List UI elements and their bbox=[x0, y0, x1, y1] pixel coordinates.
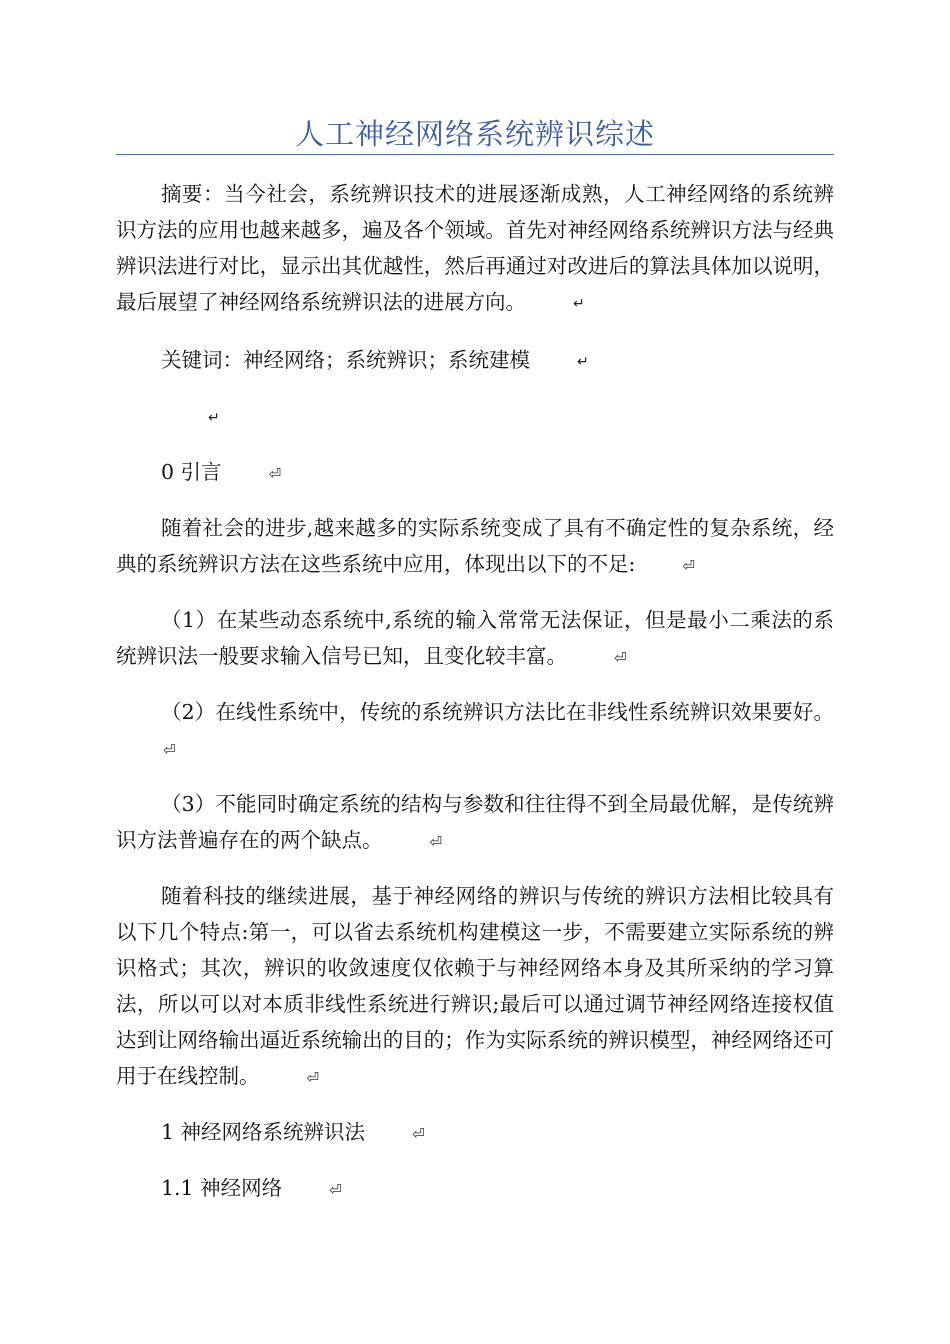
document-body bbox=[116, 176, 834, 1208]
section-heading-text-1-1: 1.1 神经网络 bbox=[161, 1176, 283, 1200]
intro-heading-text: 0 引言 bbox=[161, 460, 222, 484]
return-mark-icon: ⏎ bbox=[268, 465, 282, 483]
return-mark-icon: ⏎ bbox=[614, 649, 627, 667]
paragraph-mark-icon: ↵ bbox=[577, 354, 589, 370]
point-text-1: （1）在某些动态系统中,系统的输入常常无法保证，但是最小二乘法的系统辨识法一般要求输入信号已知，且变化较丰富。 bbox=[116, 608, 834, 668]
return-mark-icon: ⏎ bbox=[329, 1181, 342, 1199]
abstract-paragraph bbox=[116, 176, 834, 322]
paragraph-mark-icon: ↵ bbox=[208, 410, 220, 426]
return-mark-icon: ⏎ bbox=[306, 1069, 320, 1087]
title-underline bbox=[116, 154, 834, 155]
return-mark-icon: ⏎ bbox=[163, 741, 176, 759]
abstract-text: 摘要：当今社会，系统辨识技术的进展逐渐成熟，人工神经网络的系统辨识方法的应用也越来越多，遍及各个领域。首先对神经网络系统辨识方法与经典辨识法进行对比，显示出其优越性，然后再通过对改进后的算法具体加以说明，最后展望了神经网络系统辨识法的进展方向。 bbox=[116, 182, 834, 314]
keywords-text: 关键词：神经网络；系统辨识；系统建模 bbox=[161, 348, 530, 372]
return-mark-icon: ⏎ bbox=[429, 833, 443, 851]
return-mark-icon: ⏎ bbox=[412, 1125, 425, 1143]
point-text-2: （2）在线性系统中，传统的系统辨识方法比在非线性系统辨识效果要好。 bbox=[161, 700, 834, 724]
return-mark-icon: ⏎ bbox=[682, 557, 695, 575]
paragraph-mark-icon: ↵ bbox=[573, 296, 585, 312]
point-text-3: （3）不能同时确定系统的结构与参数和往往得不到全局最优解，是传统辨识方法普遍存在的两个缺点。 bbox=[116, 792, 834, 852]
intro-paragraph-2 bbox=[116, 878, 834, 1096]
keywords-paragraph bbox=[116, 342, 834, 380]
section-heading-1 bbox=[116, 1114, 834, 1152]
blank-paragraph bbox=[116, 398, 834, 436]
intro-text-1: 随着社会的进步,越来越多的实际系统变成了具有不确定性的复杂系统，经典的系统辨识方法在这些系统中应用，体现出以下的不足: bbox=[116, 516, 834, 576]
intro-paragraph-1 bbox=[116, 510, 834, 584]
intro-heading bbox=[116, 454, 834, 492]
section-heading-1-1 bbox=[116, 1170, 834, 1208]
document-title: 人工神经网络系统辨识综述 bbox=[294, 117, 655, 151]
point-paragraph-1 bbox=[116, 602, 834, 676]
point-paragraph-2 bbox=[116, 694, 834, 768]
point-paragraph-3 bbox=[116, 786, 834, 860]
intro-text-2: 随着科技的继续进展，基于神经网络的辨识与传统的辨识方法相比较具有以下几个特点:第一，可以省去系统机构建模这一步，不需要建立实际系统的辨识格式；其次，辨识的收敛速度仅依赖于与神经网络本身及其所采纳的学习算法，所以可以对本质非线性系统进行辨识;最后可以通过调节神经网络连接权值达到让网络输出逼近系统输出的目的；作为实际系统的辨识模型，神经网络还可用于在线控制。 bbox=[116, 884, 834, 1088]
section-heading-text-1: 1 神经网络系统辨识法 bbox=[161, 1120, 366, 1144]
